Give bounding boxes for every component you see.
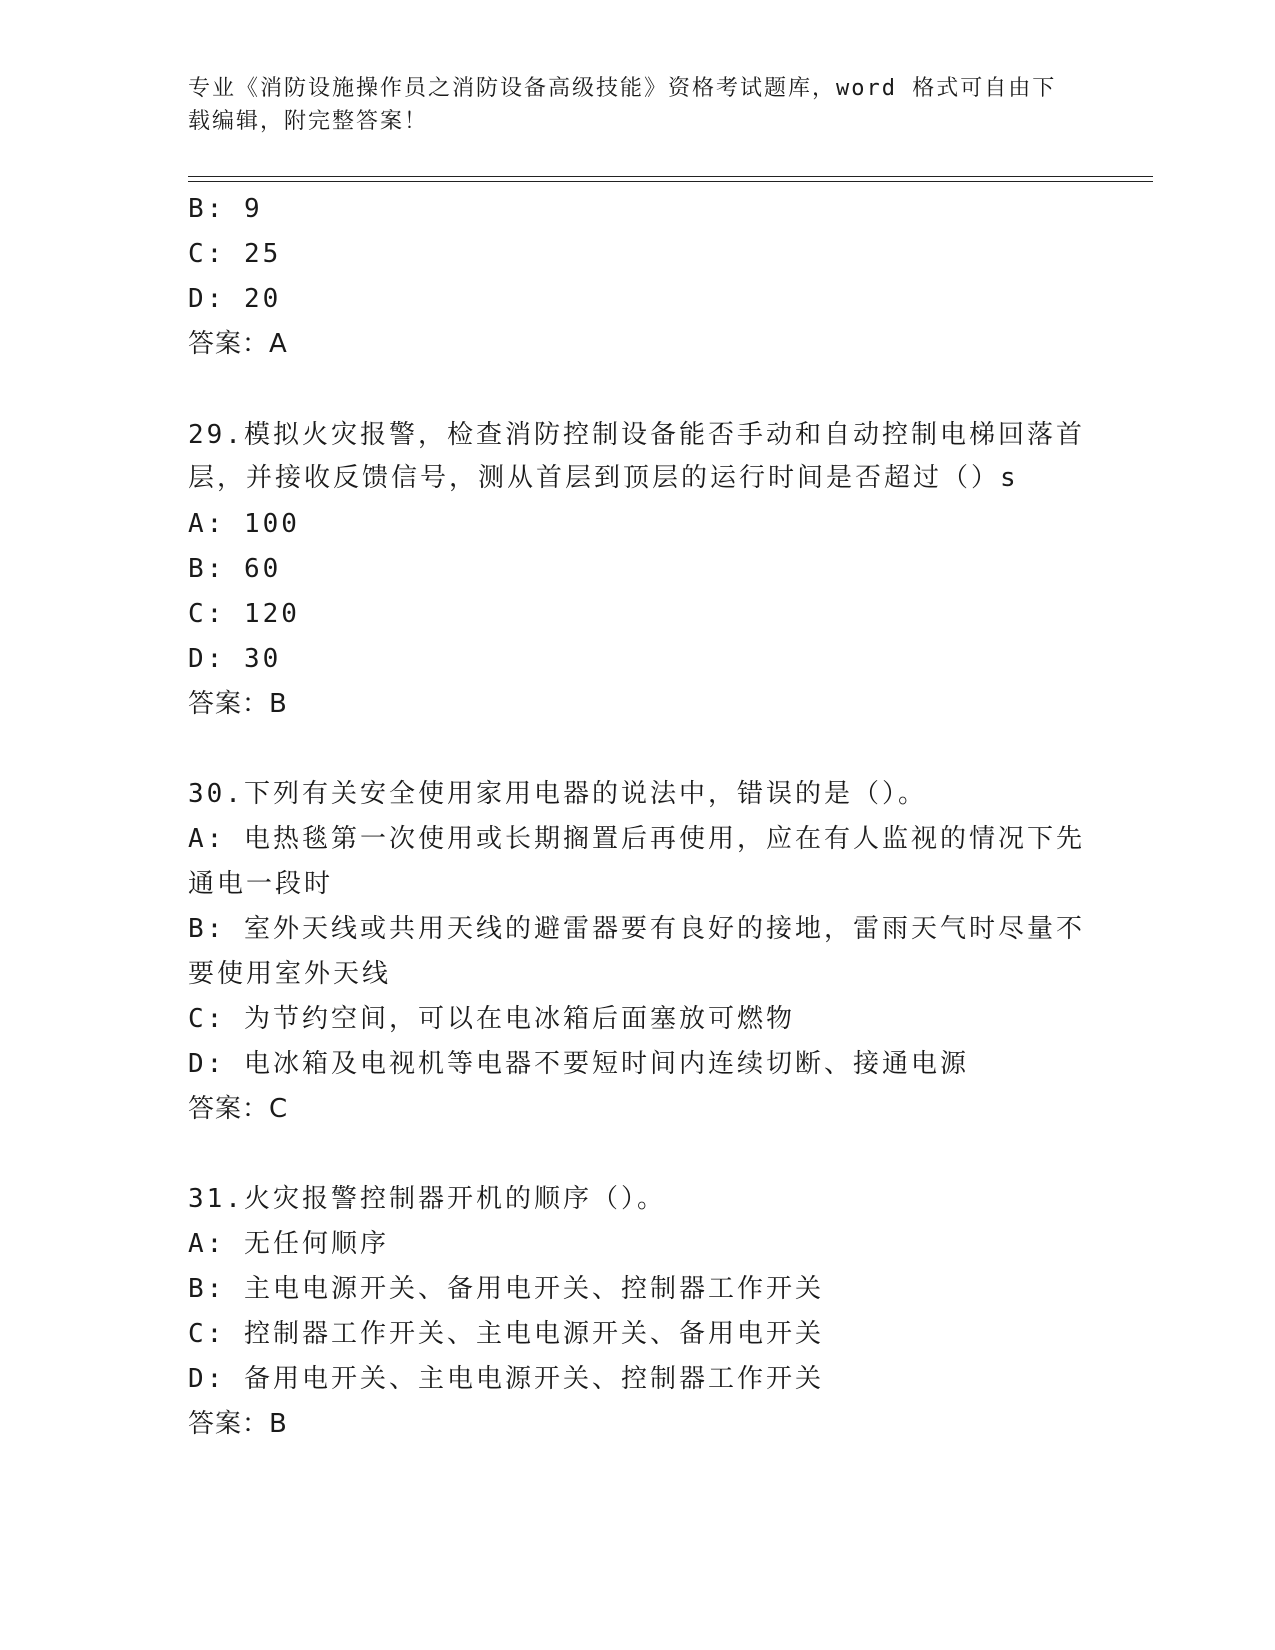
q30-option-a-line-1: A: 电热毯第一次使用或长期搁置后再使用，应在有人监视的情况下先 <box>188 824 1085 854</box>
q30-answer: 答案：C <box>188 1094 289 1124</box>
q31-option-b: B: 主电电源开关、备用电开关、控制器工作开关 <box>188 1274 824 1304</box>
header-line-2: 载编辑，附完整答案！ <box>188 109 429 134</box>
q29-option-c: C: 120 <box>188 599 300 629</box>
q31-answer: 答案：B <box>188 1409 288 1439</box>
q28-option-b: B: 9 <box>188 194 263 224</box>
q30-option-d: D: 电冰箱及电视机等电器不要短时间内连续切断、接通电源 <box>188 1049 969 1079</box>
q31-option-a: A: 无任何顺序 <box>188 1229 389 1259</box>
q29-answer: 答案：B <box>188 689 288 719</box>
q30-stem: 30.下列有关安全使用家用电器的说法中，错误的是（）。 <box>188 779 927 809</box>
document-header <box>188 72 1088 138</box>
q31-option-c: C: 控制器工作开关、主电电源开关、备用电开关 <box>188 1319 824 1349</box>
header-line-1: 专业《消防设施操作员之消防设备高级技能》资格考试题库，word 格式可自由下 <box>188 76 1057 101</box>
q29-stem-line-2: 层，并接收反馈信号，测从首层到顶层的运行时间是否超过（）s <box>188 463 1019 493</box>
header-divider-bottom <box>188 181 1153 182</box>
q28-option-d: D: 20 <box>188 284 282 314</box>
q29-option-d: D: 30 <box>188 644 282 674</box>
q29-option-a: A: 100 <box>188 509 300 539</box>
q29-option-b: B: 60 <box>188 554 282 584</box>
q30-option-b-line-1: B: 室外天线或共用天线的避雷器要有良好的接地，雷雨天气时尽量不 <box>188 914 1085 944</box>
q29-stem-line-1: 29.模拟火灾报警，检查消防控制设备能否手动和自动控制电梯回落首 <box>188 420 1085 450</box>
q28-answer: 答案：A <box>188 329 288 359</box>
q30-option-a-line-2: 通电一段时 <box>188 869 334 899</box>
q31-stem: 31.火灾报警控制器开机的顺序（）。 <box>188 1184 666 1214</box>
q30-option-b-line-2: 要使用室外天线 <box>188 959 392 989</box>
header-divider-top <box>188 176 1153 177</box>
q30-option-c: C: 为节约空间，可以在电冰箱后面塞放可燃物 <box>188 1004 795 1034</box>
q28-option-c: C: 25 <box>188 239 282 269</box>
q31-option-d: D: 备用电开关、主电电源开关、控制器工作开关 <box>188 1364 824 1394</box>
